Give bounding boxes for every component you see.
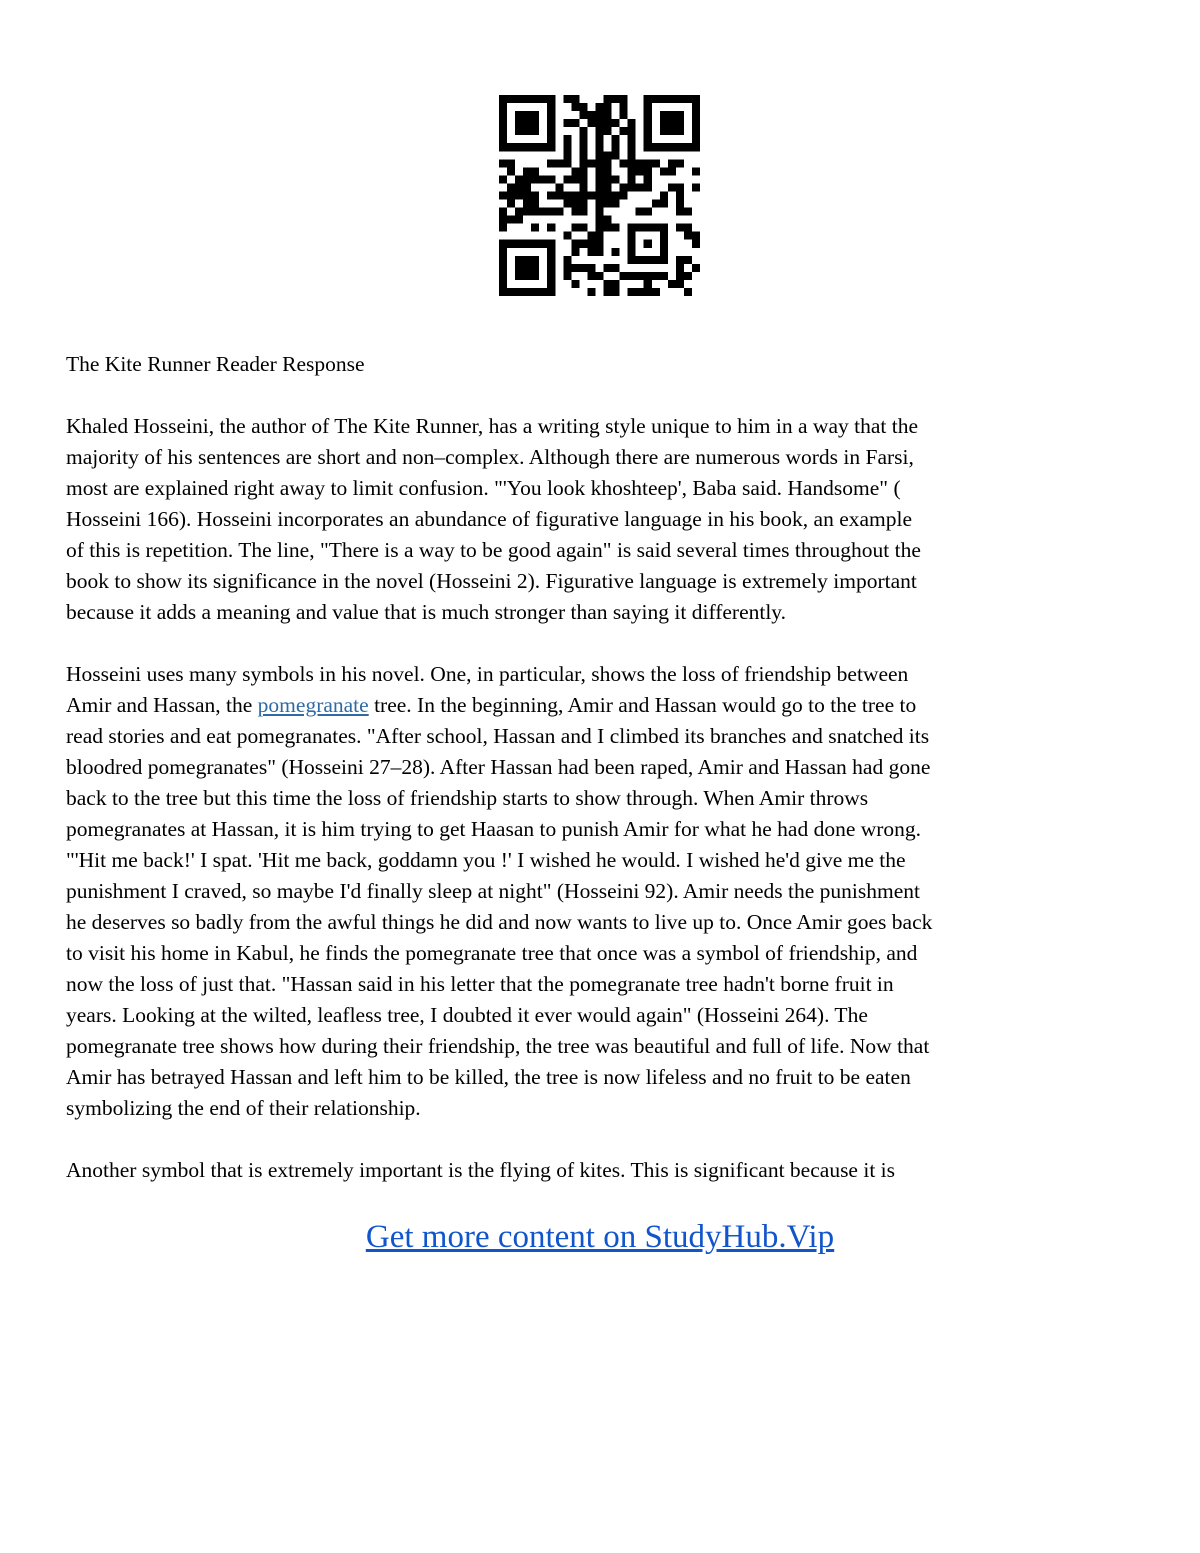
text-line: most are explained right away to limit confusion. "'You look khoshteep', Baba said. Handsome" (: [66, 476, 901, 500]
studyhub-footer-link[interactable]: [0, 1215, 1200, 1259]
text-line: he deserves so badly from the awful things he did and now wants to live up to. Once Amir goes back: [66, 910, 933, 934]
text-line: Hosseini 166). Hosseini incorporates an abundance of figurative language in his book, an example: [66, 507, 913, 531]
text-line: symbolizing the end of their relationship.: [66, 1096, 421, 1120]
text-segment: Amir and Hassan, the: [66, 693, 258, 717]
text-line: back to the tree but this time the loss of friendship starts to show through. When Amir throws: [66, 786, 869, 810]
footer-link-text: Get more content on StudyHub.Vip: [365, 1219, 835, 1255]
text-line: book to show its significance in the novel (Hosseini 2). Figurative language is extremely important: [66, 569, 917, 593]
text-line: "'Hit me back!' I spat. 'Hit me back, goddamn you !' I wished he would. I wished he'd give me the: [66, 848, 906, 872]
text-line: majority of his sentences are short and non–complex. Although there are numerous words in Farsi,: [66, 445, 914, 469]
text-line: of this is repetition. The line, "There is a way to be good again" is said several times throughout the: [66, 538, 921, 562]
text-line: pomegranates at Hassan, it is him trying to get Haasan to punish Amir for what he had done wrong.: [66, 817, 922, 841]
text-line: Amir has betrayed Hassan and left him to be killed, the tree is now lifeless and no fruit to be eaten: [66, 1065, 911, 1089]
document-title: The Kite Runner Reader Response: [66, 352, 365, 376]
paragraph-gap: [66, 1124, 1141, 1155]
text-line: Another symbol that is extremely important is the flying of kites. This is significant because it is: [66, 1158, 896, 1182]
text-line: bloodred pomegranates" (Hosseini 27–28). After Hassan had been raped, Amir and Hassan had gone: [66, 755, 931, 779]
pomegranate-link[interactable]: pomegranate: [257, 693, 369, 717]
paragraph-1: [66, 411, 1141, 628]
text-line: Hosseini uses many symbols in his novel. One, in particular, shows the loss of friendship between: [66, 662, 909, 686]
document-body: [66, 411, 1141, 1186]
text-line-with-link: [66, 690, 1141, 721]
paragraph-2: [66, 659, 1141, 1124]
text-line: punishment I craved, so maybe I'd finally sleep at night" (Hosseini 92). Amir needs the punishment: [66, 879, 920, 903]
paragraph-gap: [66, 628, 1141, 659]
text-line: read stories and eat pomegranates. "After school, Hassan and I climbed its branches and snatched its: [66, 724, 930, 748]
text-line: to visit his home in Kabul, he finds the pomegranate tree that once was a symbol of friendship, and: [66, 941, 918, 965]
paragraph-3: [66, 1155, 1141, 1186]
qr-code-icon: [499, 95, 700, 296]
text-line: years. Looking at the wilted, leafless tree, I doubted it ever would again" (Hosseini 264). The: [66, 1003, 868, 1027]
text-line: Khaled Hosseini, the author of The Kite Runner, has a writing style unique to him in a way that the: [66, 414, 918, 438]
text-line: because it adds a meaning and value that is much stronger than saying it differently.: [66, 600, 787, 624]
text-line: now the loss of just that. "Hassan said in his letter that the pomegranate tree hadn't borne fruit in: [66, 972, 894, 996]
text-line: pomegranate tree shows how during their friendship, the tree was beautiful and full of life. Now that: [66, 1034, 930, 1058]
text-segment: tree. In the beginning, Amir and Hassan would go to the tree to: [368, 693, 917, 717]
